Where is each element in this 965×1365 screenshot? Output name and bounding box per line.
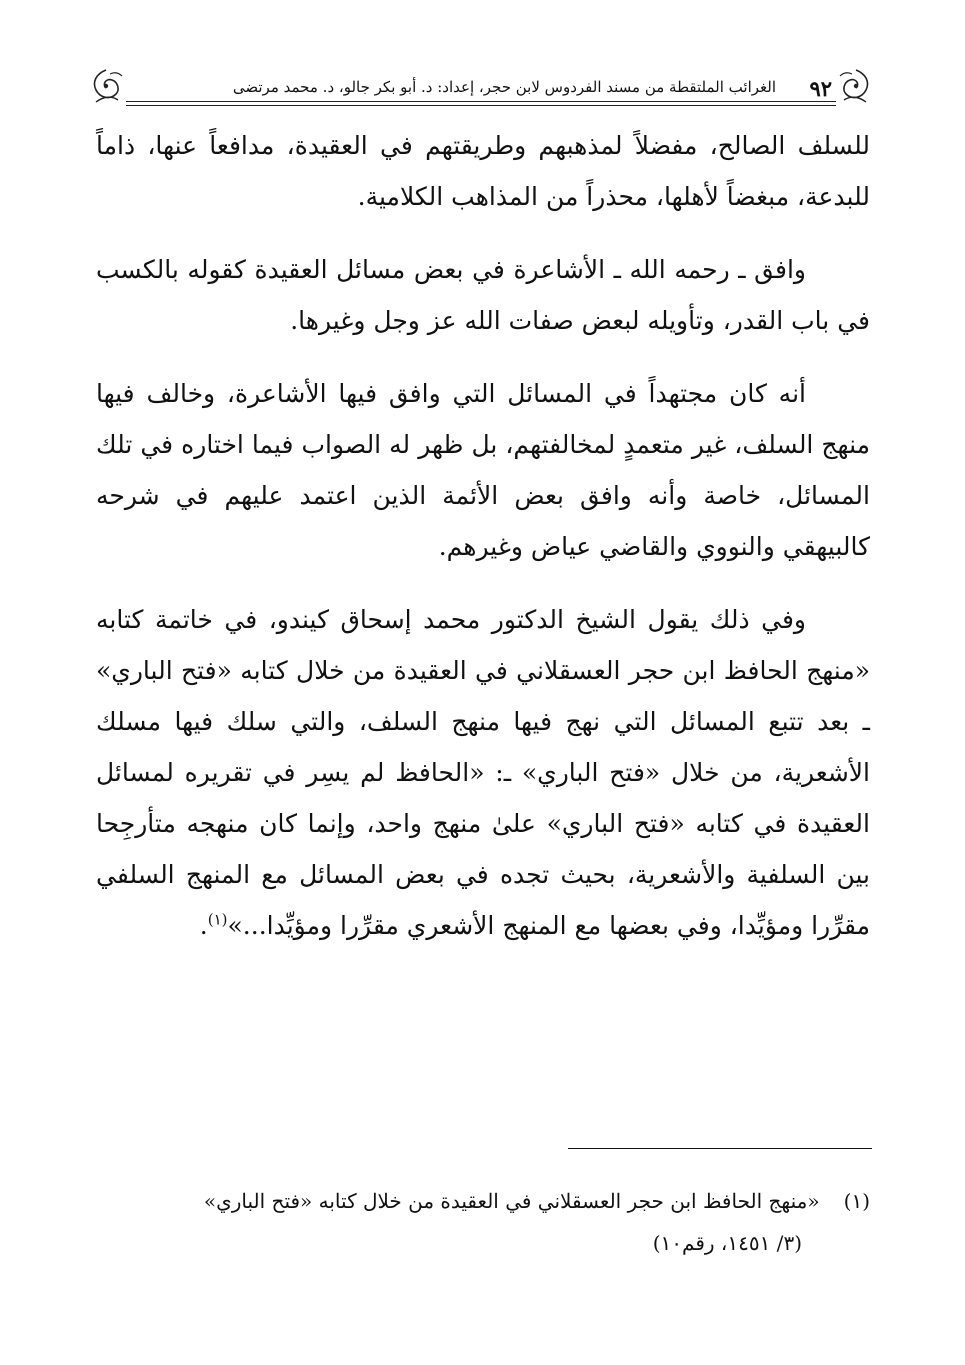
header-rule-thin	[126, 105, 836, 106]
footnote-marker: (١)	[843, 1189, 870, 1213]
quote-end-punct: .	[199, 911, 208, 940]
footnote-separator	[568, 1148, 872, 1149]
footnote-reference[interactable]: (١)	[207, 910, 228, 929]
paragraph-2: وافق ـ رحمه الله ـ الأشاعرة في بعض مسائل العقيدة كقوله بالكسب في باب القدر، وتأويله لبعض صفات الله عز وجل وغيرها.	[96, 255, 870, 335]
ornament-left-icon	[86, 66, 126, 106]
paragraph-3: أنه كان مجتهداً في المسائل التي وافق فيها الأشاعرة، وخالف فيها منهج السلف، غير متعمدٍ لمخالفتهم، بل ظهر له الصواب فيما اختاره في تلك المسائل، خاصة وأنه وافق بعض الأئمة الذين اعتمد عليهم في شرحه كالبيهقي والنووي والقاضي عياض وغيرهم.	[96, 379, 870, 561]
page-header	[86, 64, 876, 104]
footnote-line-2: (٣/ ١٤٥١، رقم١٠)	[652, 1231, 802, 1255]
page-number: ٩٢	[809, 76, 832, 101]
running-title: الغرائب الملتقطة من مسند الفردوس لابن حجر، إعداد: د. أبو بكر جالو، د. محمد مرتضى	[232, 78, 776, 96]
footnote-text: «منهج الحافظ ابن حجر العسقلاني في العقيدة من خلال كتابه «فتح الباري»	[203, 1189, 820, 1213]
ornament-right-icon	[836, 66, 876, 106]
paragraph-4-quote	[96, 594, 870, 951]
footnote	[96, 1180, 870, 1264]
quote-text: وفي ذلك يقول الشيخ الدكتور محمد إسحاق كيندو، في خاتمة كتابه «منهج الحافظ ابن حجر العسقلاني في العقيدة من خلال كتابه «فتح الباري» ـ بعد تتبع المسائل التي نهج فيها منهج السلف، والتي سلك فيها مسلك الأشعرية، من خلال «فتح الباري» ـ: «الحافظ لم يسِر في تقريره لمسائل العقيدة في كتابه «فتح الباري» علىٰ منهج واحد، وإنما كان منهجه متأرجِحا بين السلفية والأشعرية، بحيث تجده في بعض المسائل مع المنهج السلفي مقرِّرا ومؤيِّدا، وفي بعضها مع المنهج الأشعري مقرِّرا ومؤيِّدا...»	[96, 605, 870, 940]
main-text	[96, 120, 870, 973]
footnote-line-1	[96, 1180, 870, 1222]
header-rule	[126, 101, 836, 102]
paragraph-1: للسلف الصالح، مفضلاً لمذهبهم وطريقتهم في العقيدة، مدافعاً عنها، ذاماً للبدعة، مبغضاً لأهلها، محذراً من المذاهب الكلامية.	[96, 131, 870, 211]
